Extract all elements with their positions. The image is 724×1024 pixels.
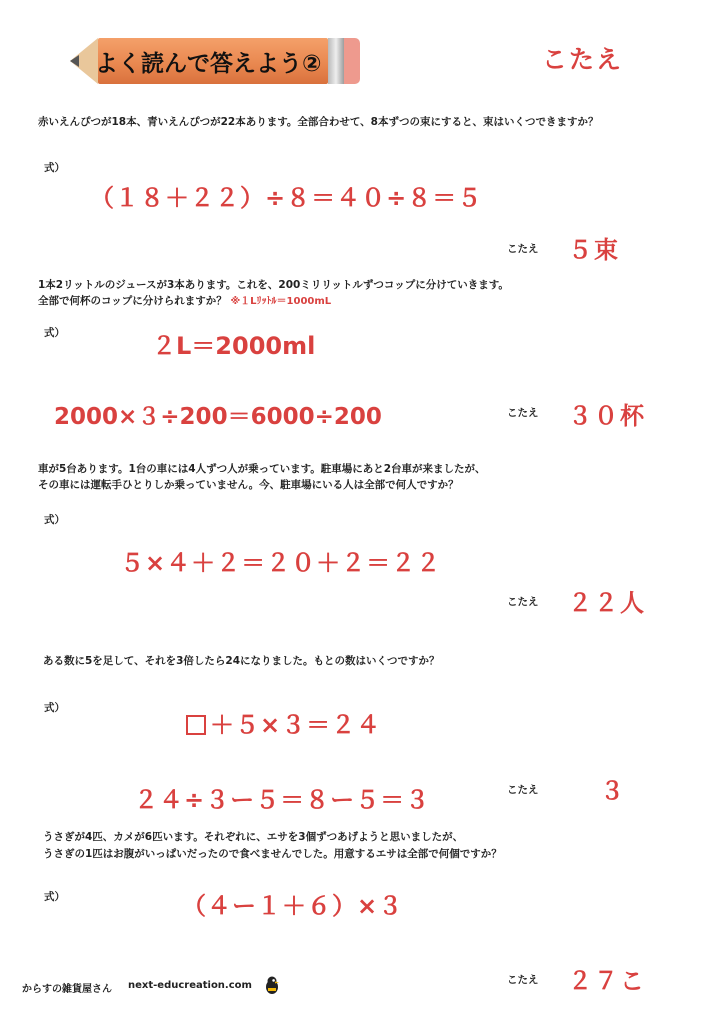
answer-1: ５束 <box>568 236 620 264</box>
work-5: （４ー１＋６）×３ <box>182 892 404 920</box>
pencil-eraser <box>344 38 360 84</box>
answer-3: ２２人 <box>568 589 646 617</box>
crow-mascot-icon <box>265 975 279 995</box>
unit-note: ※１Lﾘｯﾄﾙ＝1000mL <box>230 296 332 307</box>
work-4-line-1-text: ＋５×３＝２４ <box>210 711 382 739</box>
work-4-line-1 <box>186 705 381 740</box>
kotae-label-1: こたえ <box>507 243 539 255</box>
pencil-lead <box>70 55 79 67</box>
question-5-line-1: うさぎが4匹、カメが6匹います。それぞれに、エサを3個ずつあげようと思いましたが、 <box>43 831 464 843</box>
kotae-label-3: こたえ <box>507 596 539 608</box>
answer-5: ２７こ <box>568 967 646 995</box>
answer-2: ３０杯 <box>568 402 646 430</box>
answer-heading: こたえ <box>542 45 624 74</box>
footer-site-url[interactable]: next-educreation.com <box>128 980 252 991</box>
answer-4: ３ <box>600 777 626 805</box>
question-2-line-1: 1本2リットルのジュースが3本あります。これを、200ミリリットルずつコップに分けていきます。 <box>38 279 509 291</box>
unknown-number-box <box>186 715 206 735</box>
work-3: ５×４＋２＝２０＋２＝２２ <box>120 549 442 577</box>
work-2-line-2: 2000×３÷200＝6000÷200 <box>54 404 382 430</box>
question-2-line-2-text: 全部で何杯のコップに分けられますか？ <box>38 295 227 307</box>
kotae-label-5: こたえ <box>507 974 539 986</box>
work-1: （１８＋２２）÷８＝４０÷８＝５ <box>90 184 483 212</box>
question-1-line-1: 赤いえんぴつが18本、青いえんぴつが22本あります。全部合わせて、8本ずつの束にすると、束はいくつできますか？ <box>38 116 599 128</box>
question-2-line-2 <box>38 292 331 311</box>
shiki-label-5: 式） <box>44 891 65 903</box>
shiki-label-2: 式） <box>44 327 65 339</box>
footer-shop-name: からすの雑貨屋さん <box>22 984 112 995</box>
shiki-label-1: 式） <box>44 162 65 174</box>
question-5-line-2: うさぎの1匹はお腹がいっぱいだったので食べませんでした。用意するエサは全部で何個ですか？ <box>43 848 502 860</box>
question-3-line-1: 車が5台あります。1台の車には4人ずつ人が乗っています。駐車場にあと2台車が来ましたが、 <box>38 463 486 475</box>
kotae-label-2: こたえ <box>507 407 539 419</box>
kotae-label-4: こたえ <box>507 784 539 796</box>
work-4-line-2: ２４÷３ー５＝８ー５＝３ <box>134 786 431 814</box>
page-title: よく読んで答えよう② <box>95 51 322 77</box>
shiki-label-3: 式） <box>44 514 65 526</box>
pencil-band <box>328 38 344 84</box>
question-3-line-2: その車には運転手ひとりしか乗っていません。今、駐車場にいる人は全部で何人ですか？ <box>38 479 459 491</box>
question-4-line-1: ある数に5を足して、それを3倍したら24になりました。もとの数はいくつですか？ <box>43 655 440 667</box>
work-2-line-1: ２L＝2000ml <box>152 332 316 360</box>
shiki-label-4: 式） <box>44 702 65 714</box>
